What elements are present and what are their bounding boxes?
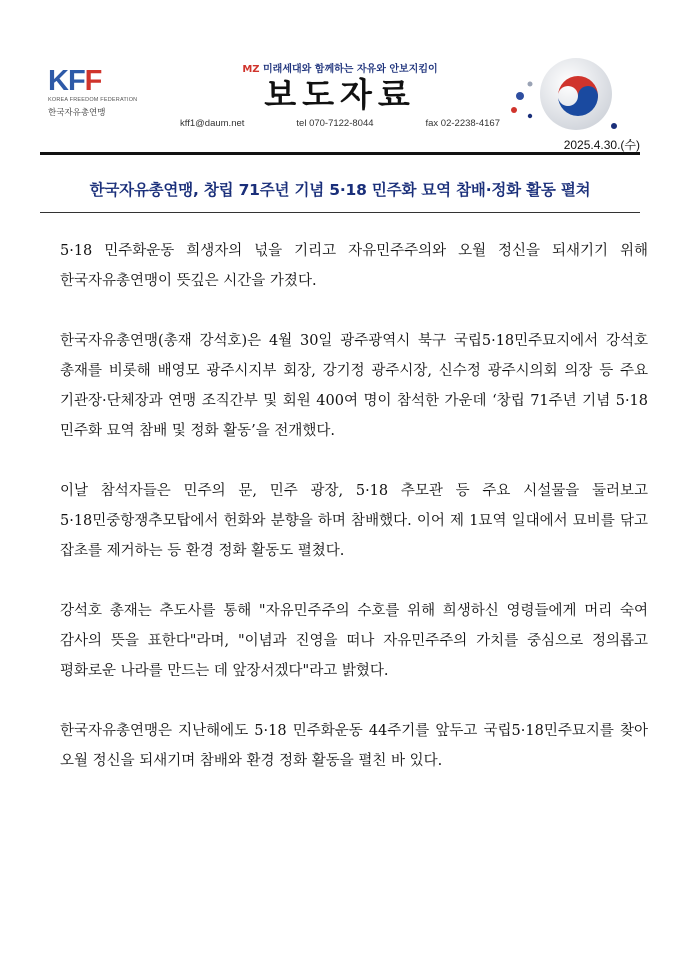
slogan: MZ 미래세대와 함께하는 자유와 안보지킴이 bbox=[242, 64, 438, 75]
logo-subtitle: KOREA FREEDOM FEDERATION bbox=[48, 97, 138, 103]
paragraph: 강석호 총재는 추도사를 통해 "자유민주주의 수호를 위해 희생하신 영령들에게 머리 숙여 감사의 뜻을 표한다"라며, "이념과 진영을 떠나 자유민주주의 가치를 중심으로 정의롭고 평화로운 나라를 만드는 데 앞장서겠다"라고 밝혔다. bbox=[60, 603, 648, 679]
page-title: 보도자료 bbox=[264, 75, 416, 114]
taegeuk-emblem-icon bbox=[506, 56, 626, 140]
paragraph: 한국자유총연맹은 지난해에도 5·18 민주화운동 44주기를 앞두고 국립5·18민주묘지를 찾아 오월 정신을 되새기며 참배와 환경 정화 활동을 펼친 바 있다. bbox=[60, 723, 648, 769]
kff-logo bbox=[48, 65, 138, 118]
headline-divider bbox=[40, 212, 640, 213]
headline: 한국자유총연맹, 창립 71주년 기념 5·18 민주화 묘역 참배·정화 활동 펼쳐 bbox=[89, 181, 591, 199]
article-body bbox=[60, 236, 648, 806]
paragraph: 한국자유총연맹(총재 강석호)은 4월 30일 광주광역시 북구 국립5·18민주묘지에서 강석호 총재를 비롯해 배영모 광주시지부 회장, 강기정 광주시장, 신수정 광주시의회 의장 등 주요 기관장·단체장과 연맹 조직간부 및 회원 400여 명이 참석한 가운데 ‘창립 71주년 기념 5·18 민주화 묘역 참배 및 정화 활동’을 전개했다. bbox=[60, 333, 648, 439]
paragraph: 이날 참석자들은 민주의 문, 민주 광장, 5·18 추모관 등 주요 시설물을 둘러보고 5·18민중항쟁추모탑에서 헌화와 분향을 하며 참배했다. 이어 제 1묘역 일대에서 묘비를 닦고 잡초를 제거하는 등 환경 정화 활동도 펼쳤다. bbox=[60, 483, 648, 559]
header-divider bbox=[40, 152, 640, 155]
press-release-header bbox=[0, 0, 680, 160]
email-text: kff1@daum.net bbox=[180, 118, 245, 129]
fax-text: fax 02-2238-4167 bbox=[425, 118, 500, 129]
tel-text: tel 070-7122-8044 bbox=[296, 118, 374, 129]
paragraph: 5·18 민주화운동 희생자의 넋을 기리고 자유민주주의와 오월 정신을 되새기기 위해 한국자유총연맹이 뜻깊은 시간을 가졌다. bbox=[60, 243, 648, 289]
release-date: 2025.4.30.(수) bbox=[563, 138, 640, 152]
logo-mark: KFF bbox=[48, 65, 102, 97]
logo-korean-name: 한국자유총연맹 bbox=[48, 108, 106, 118]
contact-line bbox=[180, 118, 500, 129]
